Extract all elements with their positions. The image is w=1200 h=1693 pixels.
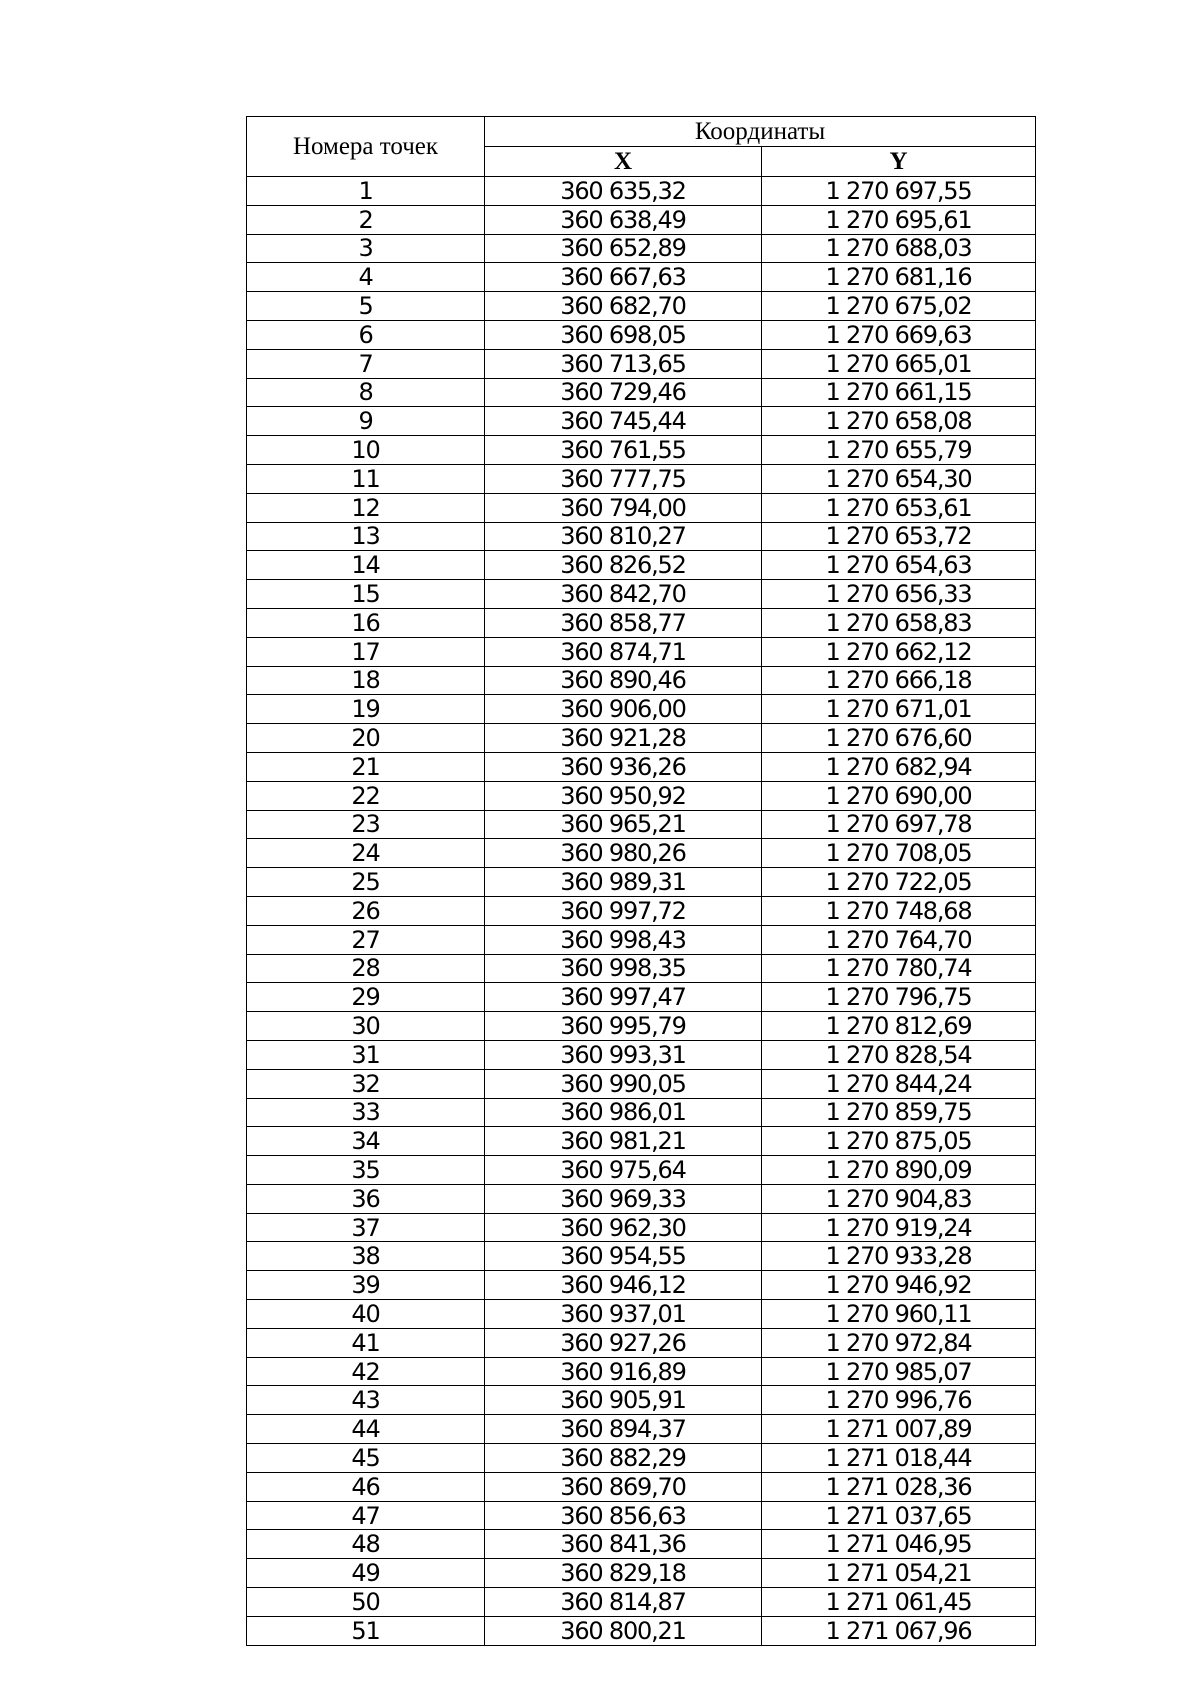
y-coordinate-cell: 1 270 859,75 <box>762 1098 1036 1127</box>
x-coordinate-cell: 360 989,31 <box>485 868 762 897</box>
point-number-cell: 22 <box>247 781 485 810</box>
y-coordinate-cell: 1 271 061,45 <box>762 1588 1036 1617</box>
x-coordinate-cell: 360 997,47 <box>485 983 762 1012</box>
point-number-cell: 41 <box>247 1328 485 1357</box>
table-row <box>247 464 1036 493</box>
x-coordinate-cell: 360 713,65 <box>485 349 762 378</box>
y-coordinate-cell: 1 270 946,92 <box>762 1271 1036 1300</box>
x-coordinate-cell: 360 882,29 <box>485 1444 762 1473</box>
table-row <box>247 1472 1036 1501</box>
point-number-cell: 42 <box>247 1357 485 1386</box>
table-row <box>247 320 1036 349</box>
header-row-main <box>247 117 1036 147</box>
y-coordinate-cell: 1 270 996,76 <box>762 1386 1036 1415</box>
y-coordinate-cell: 1 270 654,63 <box>762 551 1036 580</box>
y-coordinate-cell: 1 270 662,12 <box>762 637 1036 666</box>
point-number-cell: 33 <box>247 1098 485 1127</box>
table-row <box>247 1559 1036 1588</box>
table-header <box>247 117 1036 177</box>
point-number-cell: 11 <box>247 464 485 493</box>
point-number-cell: 46 <box>247 1472 485 1501</box>
point-number-cell: 30 <box>247 1012 485 1041</box>
table-row <box>247 608 1036 637</box>
point-number-cell: 48 <box>247 1530 485 1559</box>
table-row <box>247 1386 1036 1415</box>
point-number-cell: 32 <box>247 1069 485 1098</box>
x-coordinate-cell: 360 921,28 <box>485 724 762 753</box>
table-row <box>247 1213 1036 1242</box>
point-number-cell: 8 <box>247 378 485 407</box>
x-coordinate-cell: 360 986,01 <box>485 1098 762 1127</box>
point-number-cell: 4 <box>247 263 485 292</box>
x-coordinate-cell: 360 937,01 <box>485 1300 762 1329</box>
point-number-cell: 51 <box>247 1616 485 1645</box>
table-row <box>247 724 1036 753</box>
point-number-cell: 29 <box>247 983 485 1012</box>
y-coordinate-cell: 1 270 812,69 <box>762 1012 1036 1041</box>
point-number-cell: 5 <box>247 292 485 321</box>
table-row <box>247 810 1036 839</box>
point-number-cell: 45 <box>247 1444 485 1473</box>
document-page <box>246 116 1035 1646</box>
x-coordinate-cell: 360 927,26 <box>485 1328 762 1357</box>
table-row <box>247 1271 1036 1300</box>
point-number-cell: 37 <box>247 1213 485 1242</box>
y-coordinate-cell: 1 270 722,05 <box>762 868 1036 897</box>
table-row <box>247 493 1036 522</box>
y-coordinate-cell: 1 270 960,11 <box>762 1300 1036 1329</box>
point-number-cell: 39 <box>247 1271 485 1300</box>
table-row <box>247 666 1036 695</box>
table-row <box>247 781 1036 810</box>
y-coordinate-cell: 1 270 671,01 <box>762 695 1036 724</box>
point-number-cell: 44 <box>247 1415 485 1444</box>
table-row <box>247 292 1036 321</box>
y-coordinate-cell: 1 271 018,44 <box>762 1444 1036 1473</box>
x-coordinate-cell: 360 810,27 <box>485 522 762 551</box>
x-coordinate-cell: 360 635,32 <box>485 177 762 206</box>
table-row <box>247 1098 1036 1127</box>
point-number-cell: 31 <box>247 1040 485 1069</box>
table-body <box>247 177 1036 1646</box>
table-row <box>247 1040 1036 1069</box>
table-row <box>247 378 1036 407</box>
point-number-cell: 6 <box>247 320 485 349</box>
x-coordinate-cell: 360 829,18 <box>485 1559 762 1588</box>
y-coordinate-cell: 1 271 046,95 <box>762 1530 1036 1559</box>
table-row <box>247 580 1036 609</box>
y-coordinate-cell: 1 270 690,00 <box>762 781 1036 810</box>
x-coordinate-cell: 360 954,55 <box>485 1242 762 1271</box>
y-coordinate-cell: 1 270 665,01 <box>762 349 1036 378</box>
x-coordinate-cell: 360 950,92 <box>485 781 762 810</box>
x-coordinate-cell: 360 682,70 <box>485 292 762 321</box>
x-coordinate-cell: 360 980,26 <box>485 839 762 868</box>
points-column-header: Номера точек <box>247 117 485 177</box>
x-coordinate-cell: 360 981,21 <box>485 1127 762 1156</box>
x-coordinate-cell: 360 998,43 <box>485 925 762 954</box>
x-coordinate-cell: 360 874,71 <box>485 637 762 666</box>
y-coordinate-cell: 1 271 067,96 <box>762 1616 1036 1645</box>
x-coordinate-cell: 360 638,49 <box>485 205 762 234</box>
y-coordinate-cell: 1 270 669,63 <box>762 320 1036 349</box>
y-coordinate-cell: 1 270 697,55 <box>762 177 1036 206</box>
point-number-cell: 20 <box>247 724 485 753</box>
point-number-cell: 3 <box>247 234 485 263</box>
table-row <box>247 1501 1036 1530</box>
table-row <box>247 1357 1036 1386</box>
x-coordinate-cell: 360 997,72 <box>485 896 762 925</box>
x-coordinate-cell: 360 993,31 <box>485 1040 762 1069</box>
table-row <box>247 1069 1036 1098</box>
point-number-cell: 49 <box>247 1559 485 1588</box>
point-number-cell: 14 <box>247 551 485 580</box>
y-coordinate-cell: 1 270 655,79 <box>762 436 1036 465</box>
point-number-cell: 50 <box>247 1588 485 1617</box>
y-coordinate-cell: 1 270 933,28 <box>762 1242 1036 1271</box>
y-coordinate-cell: 1 270 972,84 <box>762 1328 1036 1357</box>
x-coordinate-cell: 360 946,12 <box>485 1271 762 1300</box>
table-row <box>247 263 1036 292</box>
x-coordinate-cell: 360 841,36 <box>485 1530 762 1559</box>
y-coordinate-cell: 1 271 007,89 <box>762 1415 1036 1444</box>
coordinates-table <box>246 116 1036 1646</box>
table-row <box>247 896 1036 925</box>
point-number-cell: 23 <box>247 810 485 839</box>
x-coordinate-cell: 360 667,63 <box>485 263 762 292</box>
y-coordinate-cell: 1 270 658,08 <box>762 407 1036 436</box>
table-row <box>247 1242 1036 1271</box>
x-coordinate-cell: 360 890,46 <box>485 666 762 695</box>
x-coordinate-cell: 360 745,44 <box>485 407 762 436</box>
x-coordinate-cell: 360 652,89 <box>485 234 762 263</box>
point-number-cell: 25 <box>247 868 485 897</box>
x-coordinate-cell: 360 826,52 <box>485 551 762 580</box>
y-coordinate-cell: 1 271 037,65 <box>762 1501 1036 1530</box>
point-number-cell: 12 <box>247 493 485 522</box>
x-coordinate-cell: 360 814,87 <box>485 1588 762 1617</box>
point-number-cell: 26 <box>247 896 485 925</box>
table-row <box>247 1328 1036 1357</box>
y-coordinate-cell: 1 270 985,07 <box>762 1357 1036 1386</box>
y-coordinate-cell: 1 270 875,05 <box>762 1127 1036 1156</box>
table-row <box>247 551 1036 580</box>
y-column-header: Y <box>762 147 1036 177</box>
point-number-cell: 13 <box>247 522 485 551</box>
x-coordinate-cell: 360 936,26 <box>485 752 762 781</box>
table-row <box>247 839 1036 868</box>
x-coordinate-cell: 360 761,55 <box>485 436 762 465</box>
point-number-cell: 28 <box>247 954 485 983</box>
y-coordinate-cell: 1 270 653,72 <box>762 522 1036 551</box>
x-column-header: X <box>485 147 762 177</box>
point-number-cell: 2 <box>247 205 485 234</box>
x-coordinate-cell: 360 729,46 <box>485 378 762 407</box>
x-coordinate-cell: 360 856,63 <box>485 1501 762 1530</box>
point-number-cell: 27 <box>247 925 485 954</box>
y-coordinate-cell: 1 270 697,78 <box>762 810 1036 839</box>
x-coordinate-cell: 360 995,79 <box>485 1012 762 1041</box>
x-coordinate-cell: 360 905,91 <box>485 1386 762 1415</box>
x-coordinate-cell: 360 906,00 <box>485 695 762 724</box>
table-row <box>247 1184 1036 1213</box>
y-coordinate-cell: 1 270 688,03 <box>762 234 1036 263</box>
y-coordinate-cell: 1 270 844,24 <box>762 1069 1036 1098</box>
y-coordinate-cell: 1 270 681,16 <box>762 263 1036 292</box>
point-number-cell: 38 <box>247 1242 485 1271</box>
point-number-cell: 21 <box>247 752 485 781</box>
y-coordinate-cell: 1 270 708,05 <box>762 839 1036 868</box>
table-row <box>247 1616 1036 1645</box>
y-coordinate-cell: 1 270 919,24 <box>762 1213 1036 1242</box>
y-coordinate-cell: 1 270 658,83 <box>762 608 1036 637</box>
table-row <box>247 1444 1036 1473</box>
y-coordinate-cell: 1 270 904,83 <box>762 1184 1036 1213</box>
point-number-cell: 35 <box>247 1156 485 1185</box>
x-coordinate-cell: 360 894,37 <box>485 1415 762 1444</box>
x-coordinate-cell: 360 916,89 <box>485 1357 762 1386</box>
x-coordinate-cell: 360 800,21 <box>485 1616 762 1645</box>
x-coordinate-cell: 360 842,70 <box>485 580 762 609</box>
table-row <box>247 1012 1036 1041</box>
point-number-cell: 16 <box>247 608 485 637</box>
table-row <box>247 868 1036 897</box>
x-coordinate-cell: 360 777,75 <box>485 464 762 493</box>
table-row <box>247 1300 1036 1329</box>
table-row <box>247 1127 1036 1156</box>
point-number-cell: 24 <box>247 839 485 868</box>
point-number-cell: 43 <box>247 1386 485 1415</box>
y-coordinate-cell: 1 270 780,74 <box>762 954 1036 983</box>
y-coordinate-cell: 1 270 890,09 <box>762 1156 1036 1185</box>
point-number-cell: 15 <box>247 580 485 609</box>
table-row <box>247 407 1036 436</box>
table-row <box>247 1156 1036 1185</box>
x-coordinate-cell: 360 975,64 <box>485 1156 762 1185</box>
y-coordinate-cell: 1 270 764,70 <box>762 925 1036 954</box>
y-coordinate-cell: 1 270 676,60 <box>762 724 1036 753</box>
y-coordinate-cell: 1 270 661,15 <box>762 378 1036 407</box>
table-row <box>247 637 1036 666</box>
point-number-cell: 19 <box>247 695 485 724</box>
table-row <box>247 436 1036 465</box>
table-row <box>247 752 1036 781</box>
point-number-cell: 40 <box>247 1300 485 1329</box>
table-row <box>247 234 1036 263</box>
point-number-cell: 10 <box>247 436 485 465</box>
y-coordinate-cell: 1 270 675,02 <box>762 292 1036 321</box>
y-coordinate-cell: 1 270 682,94 <box>762 752 1036 781</box>
table-row <box>247 1415 1036 1444</box>
y-coordinate-cell: 1 270 654,30 <box>762 464 1036 493</box>
y-coordinate-cell: 1 271 054,21 <box>762 1559 1036 1588</box>
point-number-cell: 34 <box>247 1127 485 1156</box>
y-coordinate-cell: 1 271 028,36 <box>762 1472 1036 1501</box>
y-coordinate-cell: 1 270 828,54 <box>762 1040 1036 1069</box>
y-coordinate-cell: 1 270 666,18 <box>762 666 1036 695</box>
y-coordinate-cell: 1 270 653,61 <box>762 493 1036 522</box>
y-coordinate-cell: 1 270 656,33 <box>762 580 1036 609</box>
x-coordinate-cell: 360 990,05 <box>485 1069 762 1098</box>
table-row <box>247 925 1036 954</box>
x-coordinate-cell: 360 998,35 <box>485 954 762 983</box>
table-row <box>247 177 1036 206</box>
point-number-cell: 7 <box>247 349 485 378</box>
coordinates-group-header: Координаты <box>485 117 1036 147</box>
table-row <box>247 522 1036 551</box>
table-row <box>247 205 1036 234</box>
y-coordinate-cell: 1 270 796,75 <box>762 983 1036 1012</box>
table-row <box>247 349 1036 378</box>
table-row <box>247 983 1036 1012</box>
point-number-cell: 47 <box>247 1501 485 1530</box>
point-number-cell: 36 <box>247 1184 485 1213</box>
x-coordinate-cell: 360 794,00 <box>485 493 762 522</box>
x-coordinate-cell: 360 965,21 <box>485 810 762 839</box>
point-number-cell: 9 <box>247 407 485 436</box>
point-number-cell: 1 <box>247 177 485 206</box>
y-coordinate-cell: 1 270 695,61 <box>762 205 1036 234</box>
x-coordinate-cell: 360 869,70 <box>485 1472 762 1501</box>
table-row <box>247 1530 1036 1559</box>
table-row <box>247 1588 1036 1617</box>
y-coordinate-cell: 1 270 748,68 <box>762 896 1036 925</box>
x-coordinate-cell: 360 962,30 <box>485 1213 762 1242</box>
table-row <box>247 954 1036 983</box>
point-number-cell: 17 <box>247 637 485 666</box>
table-row <box>247 695 1036 724</box>
x-coordinate-cell: 360 698,05 <box>485 320 762 349</box>
x-coordinate-cell: 360 969,33 <box>485 1184 762 1213</box>
point-number-cell: 18 <box>247 666 485 695</box>
x-coordinate-cell: 360 858,77 <box>485 608 762 637</box>
